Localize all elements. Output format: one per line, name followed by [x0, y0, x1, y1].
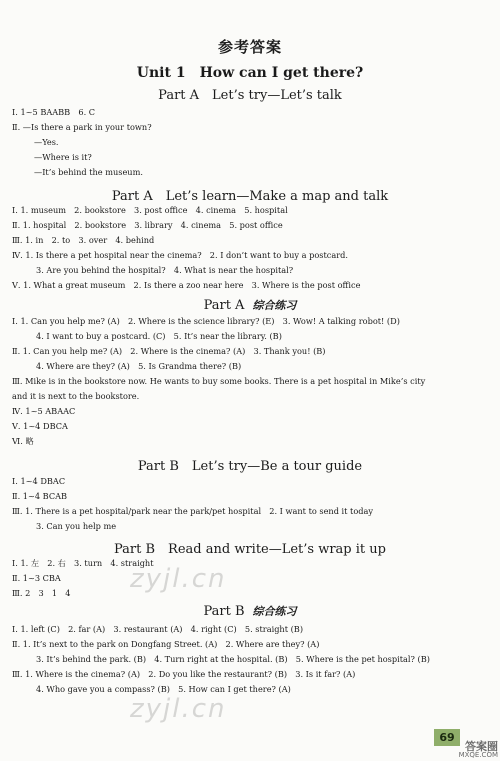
answer-line: —Where is it? — [34, 152, 92, 162]
answer-line: 3. Can you help me — [36, 521, 117, 531]
watermark: zyjl.cn — [130, 564, 227, 594]
section-heading-zh: 综合练习 — [252, 605, 297, 618]
answer-line: Ⅵ. 略 — [12, 436, 34, 446]
answer-line: 4. Where are they? (A) 5. Is Grandma there? (B) — [36, 361, 242, 371]
answer-line: Ⅴ. 1~4 DBCA — [12, 421, 68, 431]
answer-line: Ⅲ. Mike is in the bookstore now. He wants to buy some books. There is a pet hospital in Mike’s city — [12, 376, 426, 386]
answer-line: Ⅰ. 1~4 DBAC — [12, 476, 66, 486]
answer-line: Ⅱ. 1. It’s next to the park on Dongfang Street. (A) 2. Where are they? (A) — [12, 639, 320, 649]
section-heading: Part B Let’s try—Be a tour guide — [137, 459, 363, 474]
stamp-text: 答案圈 — [465, 740, 498, 753]
answer-line: —It’s behind the museum. — [34, 167, 143, 177]
answer-line: Ⅰ. 1. Can you help me? (A) 2. Where is the science library? (E) 3. Wow! A talking robot! (D) — [12, 316, 400, 326]
answer-line: 3. Are you behind the hospital? 4. What is near the hospital? — [36, 265, 294, 275]
page-title: 参考答案 — [217, 38, 282, 56]
site-stamp — [440, 742, 498, 760]
page-number: 69 — [434, 729, 460, 746]
answer-line: Ⅳ. 1~5 ABAAC — [12, 406, 76, 416]
section-heading-zh: 综合练习 — [252, 299, 297, 312]
answer-line: Ⅲ. 1. There is a pet hospital/park near the park/pet hospital 2. I want to send it today — [12, 506, 374, 516]
watermark: zyjl.cn — [130, 694, 227, 724]
answer-line: Ⅲ. 1. Where is the cinema? (A) 2. Do you like the restaurant? (B) 3. Is it far? (A) — [12, 669, 356, 679]
answer-line: 4. Who gave you a compass? (B) 5. How can I get there? (A) — [36, 684, 291, 694]
answer-line: and it is next to the bookstore. — [12, 391, 140, 401]
answer-line: Ⅰ. 1. 左 2. 右 3. turn 4. straight — [12, 558, 154, 568]
unit-title: Unit 1 How can I get there? — [136, 65, 364, 81]
answer-line: Ⅱ. 1. hospital 2. bookstore 3. library 4. cinema 5. post office — [12, 220, 283, 230]
section-heading: Part B Read and write—Let’s wrap it up — [114, 542, 386, 557]
answer-line: Ⅱ. —Is there a park in your town? — [12, 122, 152, 132]
answer-line: Ⅱ. 1. Can you help me? (A) 2. Where is the cinema? (A) 3. Thank you! (B) — [12, 346, 326, 356]
answer-line: Ⅲ. 1. in 2. to 3. over 4. behind — [12, 235, 155, 245]
answer-line: Ⅳ. 1. Is there a pet hospital near the cinema? 2. I don’t want to buy a postcard. — [12, 250, 348, 260]
answer-line: 4. I want to buy a postcard. (C) 5. It’s near the library. (B) — [36, 331, 282, 341]
answer-line: Ⅰ. 1. museum 2. bookstore 3. post office 4. cinema 5. hospital — [12, 205, 288, 215]
answer-line: Ⅰ. 1~5 BAABB 6. C — [12, 107, 96, 117]
answer-line: Ⅰ. 1. left (C) 2. far (A) 3. restaurant (A) 4. right (C) 5. straight (B) — [12, 624, 304, 634]
section-heading: Part A Let’s learn—Make a map and talk — [111, 189, 389, 204]
answer-line: 3. It’s behind the park. (B) 4. Turn right at the hospital. (B) 5. Where is the pet hospital? (B) — [36, 654, 430, 664]
answer-line: Ⅱ. 1~4 BCAB — [12, 491, 68, 501]
answer-line: —Yes. — [34, 137, 59, 147]
answer-line: Ⅲ. 2 3 1 4 — [12, 588, 71, 598]
section-heading: Part A 综合练习 — [203, 298, 297, 313]
section-heading: Part A Let’s try—Let’s talk — [158, 88, 342, 103]
stamp-domain: MXQE.COM — [458, 751, 498, 759]
section-heading: Part B 综合练习 — [203, 604, 297, 619]
answer-line: Ⅴ. 1. What a great museum 2. Is there a zoo near here 3. Where is the post office — [12, 280, 361, 290]
answer-line: Ⅱ. 1~3 CBA — [12, 573, 61, 583]
